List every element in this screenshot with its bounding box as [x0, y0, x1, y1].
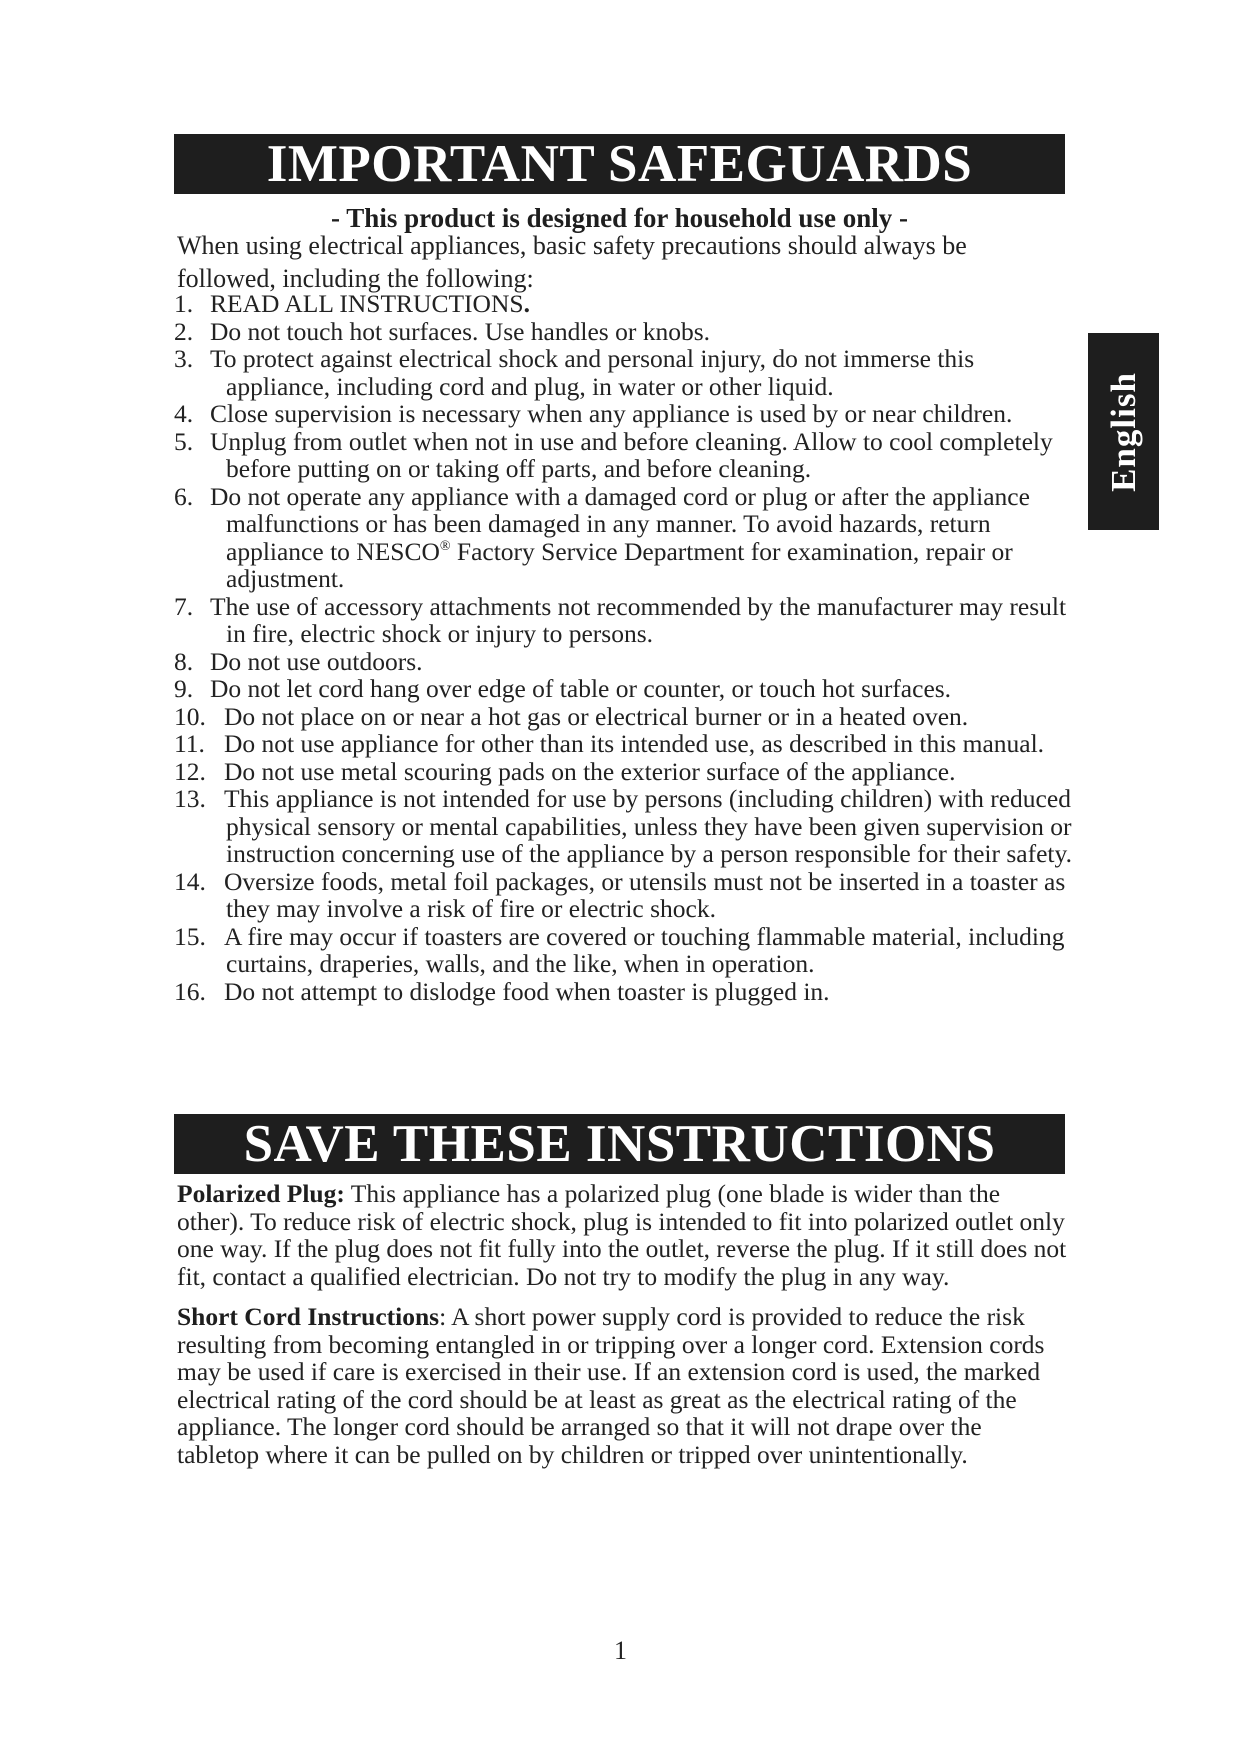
safeguard-item [174, 675, 1074, 703]
safeguard-item [174, 428, 1074, 483]
item-number: 15. [174, 921, 206, 951]
item-text: Do not use outdoors. [210, 646, 423, 676]
item-text: Unplug from outlet when not in use and before cleaning. Allow to cool completely before putting on or taking off parts, and before cleaning. [210, 426, 1053, 483]
item-text-main: READ ALL INSTRUCTIONS [210, 289, 524, 318]
safeguard-item [174, 703, 1074, 731]
safeguard-item [174, 345, 1074, 400]
registered-mark: ® [439, 538, 451, 554]
item-text: Do not place on or near a hot gas or electrical burner or in a heated oven. [224, 701, 969, 731]
item-text: Do not touch hot surfaces. Use handles or knobs. [210, 316, 710, 346]
language-tab-label: English [1103, 371, 1143, 492]
short-cord-paragraph [177, 1303, 1067, 1468]
item-number: 2. [174, 316, 194, 346]
important-safeguards-banner: IMPORTANT SAFEGUARDS [174, 134, 1065, 194]
safeguard-item [174, 730, 1074, 758]
item-text: A fire may occur if toasters are covered or touching flammable material, including curtains, draperies, walls, and the like, when in operation. [224, 921, 1065, 978]
item-number: 11. [174, 729, 205, 758]
item-number: 4. [174, 399, 194, 428]
safeguard-item [174, 758, 1074, 786]
item-number: 7. [174, 591, 194, 621]
safeguard-item [174, 923, 1074, 978]
item-text: Do not use appliance for other than its intended use, as described in this manual. [224, 729, 1045, 758]
intro-paragraph: When using electrical appliances, basic safety precautions should always be followed, including the following: [177, 231, 967, 293]
save-instructions-banner: SAVE THESE INSTRUCTIONS [174, 1114, 1065, 1174]
item-number: 12. [174, 756, 206, 786]
item-number: 1. [174, 289, 194, 318]
safeguard-item [174, 868, 1074, 923]
polarized-plug-text: This appliance has a polarized plug (one blade is wider than the other). To reduce risk of electric shock, plug is intended to fit into polarized outlet only one way. If the plug does not fit fully into the outlet, reverse the plug. If it still does not fit, contact a qualified electrician. Do not try to modify the plug in any way. [177, 1179, 1067, 1291]
item-number: 3. [174, 344, 194, 373]
item-text: Do not use metal scouring pads on the exterior surface of the appliance. [224, 756, 956, 786]
page-number: 1 [614, 1636, 627, 1665]
safeguard-item [174, 318, 1074, 346]
item-text: To protect against electrical shock and personal injury, do not immerse this appliance, including cord and plug, in water or other liquid. [210, 344, 975, 401]
language-tab [1088, 333, 1159, 530]
item-number: 16. [174, 976, 206, 1006]
item-text [210, 483, 1074, 593]
item-text: This appliance is not intended for use by persons (including children) with reduced physical sensory or mental capabilities, unless they have been given supervision or instruction concerning use of the appliance by a person responsible for their safety. [224, 784, 1072, 868]
safeguard-item [174, 290, 1074, 318]
short-cord-text: : A short power supply cord is provided to reduce the risk resulting from becoming entangled in or tripping over a longer cord. Extension cords may be used if care is exercised in their use. If an extension cord is used, the marked electrical rating of the cord should be at least as great as the electrical rating of the appliance. The longer cord should be arranged so that it will not drape over the tabletop where it can be pulled on by children or tripped over unintentionally. [177, 1302, 1045, 1469]
safeguard-item [174, 483, 1074, 593]
item-text-after: Factory Service Department for examination, repair or adjustment. [226, 536, 1013, 593]
household-use-subtitle: - This product is designed for household use only - [331, 203, 908, 233]
item-number: 6. [174, 481, 194, 511]
item-text: Oversize foods, metal foil packages, or utensils must not be inserted in a toaster as they may involve a risk of fire or electric shock. [224, 866, 1066, 923]
polarized-plug-heading: Polarized Plug: [177, 1179, 345, 1208]
item-number: 9. [174, 674, 194, 703]
item-number: 5. [174, 426, 194, 456]
item-number: 8. [174, 646, 194, 676]
item-number: 10. [174, 701, 206, 731]
item-text: The use of accessory attachments not recommended by the manufacturer may result in fire, electric shock or injury to persons. [210, 591, 1067, 648]
polarized-plug-paragraph [177, 1180, 1067, 1290]
item-text: Do not let cord hang over edge of table or counter, or touch hot surfaces. [210, 674, 952, 703]
item-text: Close supervision is necessary when any appliance is used by or near children. [210, 399, 1013, 428]
item-number: 13. [174, 784, 206, 813]
short-cord-heading: Short Cord Instructions [177, 1302, 440, 1331]
item-text-suffix: . [523, 289, 530, 318]
item-text-before: Do not operate any appliance with a damaged cord or plug or after the appliance malfunctions or has been damaged in any manner. To avoid hazards, return appliance to NESCO [210, 481, 1030, 566]
item-number: 14. [174, 866, 206, 896]
item-text [210, 289, 530, 318]
safeguard-item [174, 648, 1074, 676]
safeguard-item [174, 785, 1074, 868]
safeguard-item [174, 593, 1074, 648]
safeguards-list [174, 290, 1074, 1005]
safeguard-item [174, 978, 1074, 1006]
safeguard-item [174, 400, 1074, 428]
item-text: Do not attempt to dislodge food when toaster is plugged in. [224, 976, 830, 1006]
